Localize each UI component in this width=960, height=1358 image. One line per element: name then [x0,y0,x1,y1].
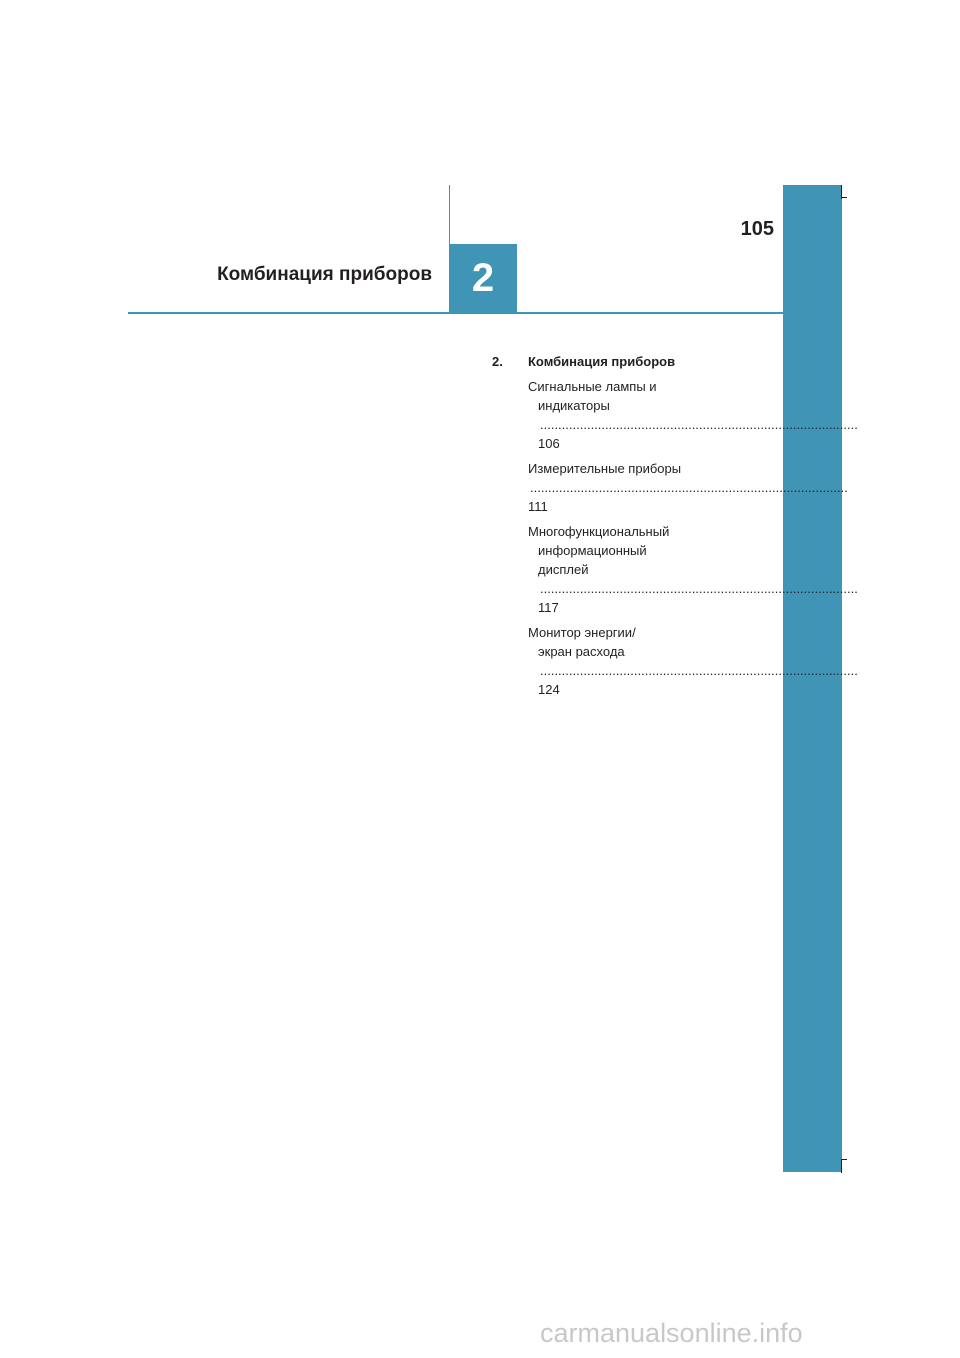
toc-entry-leader [528,396,740,453]
section-title: Комбинация приборов [217,264,432,285]
watermark-text: carmanualsonline.info [540,1318,803,1348]
toc-entry-text: Измерительные приборы [528,461,682,476]
toc-entry-leader [528,560,740,617]
toc-entry-page: 117 [538,600,559,615]
toc-entry-leader [528,459,740,516]
crop-mark-bottom [841,1159,842,1173]
toc-dot-leader [540,663,858,678]
toc-entry[interactable] [528,377,740,453]
chapter-number-box [449,244,517,313]
toc-entry-page: 111 [528,499,548,514]
toc-entry-text: дисплей [538,562,589,577]
toc-entry-line: Монитор энергии/ [528,625,636,640]
toc-entry-line: Сигнальные лампы и [528,379,657,394]
toc-entry[interactable] [528,459,740,516]
page-number: 105 [740,218,774,240]
toc-dot-leader [540,417,858,432]
table-of-contents [492,352,740,705]
toc-dot-leader [530,480,848,495]
toc-entry-line: информационный [538,543,647,558]
toc-entry-page: 106 [538,436,560,451]
toc-entry-text: индикаторы [538,398,610,413]
crop-mark-top-h [841,197,847,198]
crop-mark-bottom-h [841,1159,847,1160]
toc-heading [492,352,740,371]
toc-entry-page: 124 [538,682,560,697]
chapter-number: 2 [471,256,495,300]
toc-heading-title: Комбинация приборов [528,354,676,369]
toc-heading-number: 2. [492,354,503,369]
chapter-sidebar-tab [783,185,842,1172]
toc-entry[interactable] [528,522,740,617]
toc-entry-text: экран расхода [538,644,625,659]
toc-dot-leader [540,581,858,596]
toc-entry[interactable] [528,623,740,699]
toc-entry-line: Многофункциональный [528,524,670,539]
toc-entry-leader [528,642,740,699]
